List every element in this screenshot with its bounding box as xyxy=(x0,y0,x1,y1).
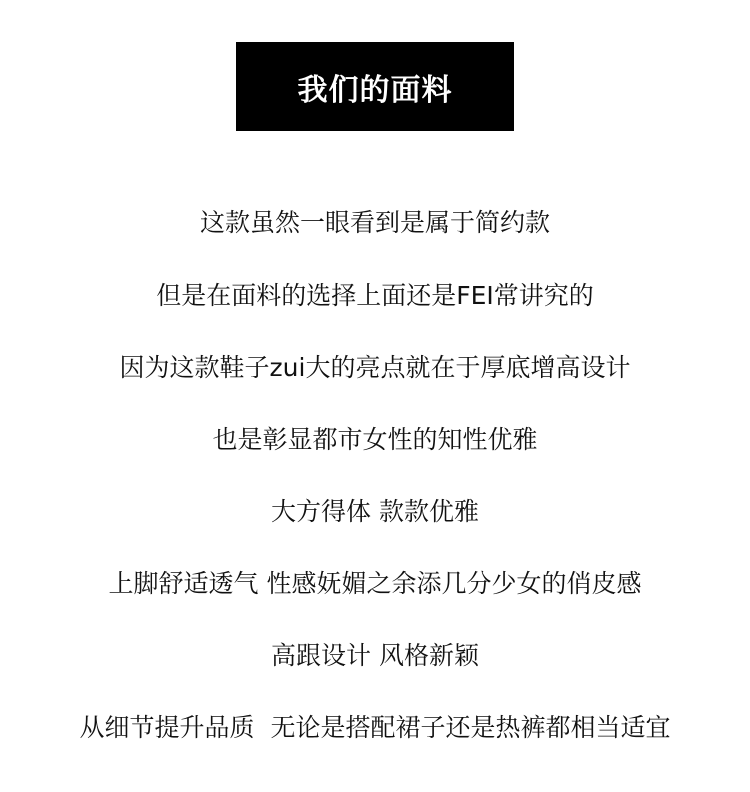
body-line: 大方得体 款款优雅 xyxy=(271,497,479,526)
section-title: 我们的面料 xyxy=(297,72,453,108)
body-line: 也是彰显都市女性的知性优雅 xyxy=(212,425,538,454)
body-line: 这款虽然一眼看到是属于简约款 xyxy=(199,208,550,237)
body-line: 但是在面料的选择上面还是FEI常讲究的 xyxy=(156,281,594,310)
body-line: 高跟设计 风格新颖 xyxy=(271,641,479,670)
body-line: 上脚舒适透气 性感妩媚之余添几分少女的俏皮感 xyxy=(108,569,642,598)
body-line: 因为这款鞋子zui大的亮点就在于厚底增高设计 xyxy=(119,353,631,382)
section-title-banner xyxy=(236,42,514,131)
body-line: 从细节提升品质 无论是搭配裙子还是热裤都相当适宜 xyxy=(79,713,671,742)
